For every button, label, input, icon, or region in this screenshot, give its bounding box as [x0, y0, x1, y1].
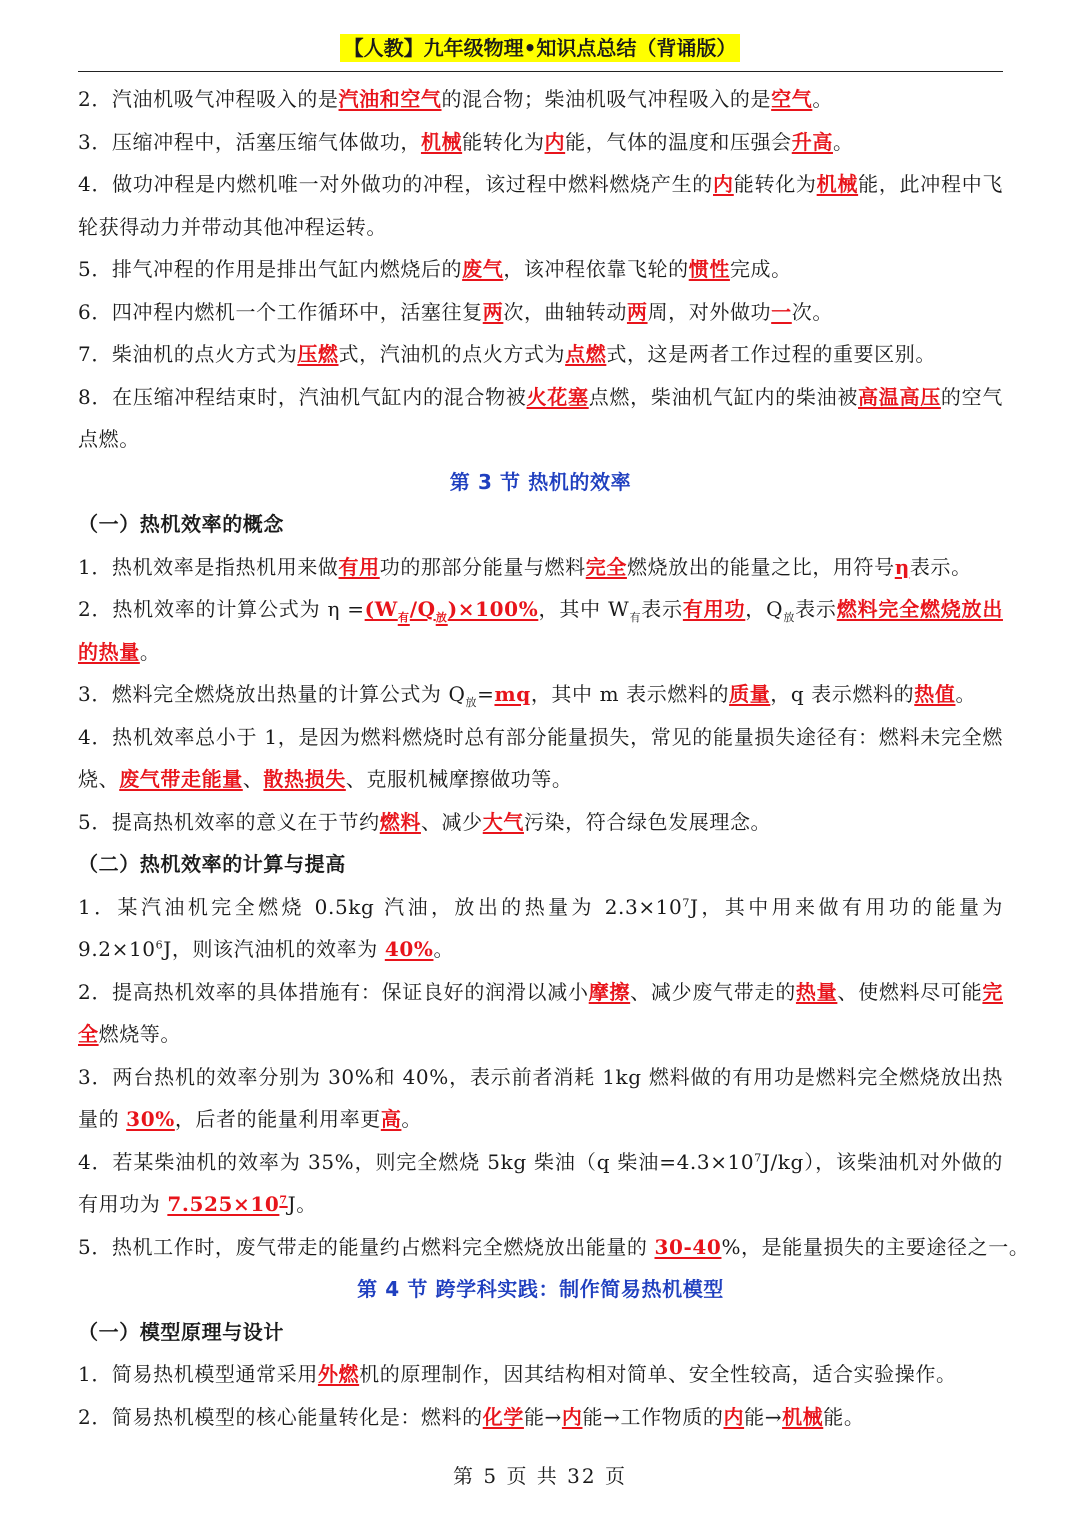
answer-text: η [894, 554, 910, 579]
answer-text: (W [364, 597, 398, 621]
text-segment: 功的那部分能量与燃料 [379, 554, 586, 579]
text-segment: 、使燃料尽可能 [837, 979, 983, 1004]
answer-text: 内 [723, 1404, 745, 1429]
text-segment: 7 [754, 1150, 762, 1164]
paragraph [78, 971, 1003, 1056]
answer-text: 升高 [791, 129, 833, 154]
text-segment: 2．汽油机吸气冲程吸入的是 [78, 87, 339, 111]
paragraph [78, 1056, 1003, 1141]
answer-text: 内 [544, 129, 566, 154]
text-segment: 。 [812, 87, 833, 111]
paragraph [78, 801, 1003, 844]
answer-text: 内 [561, 1404, 583, 1429]
paragraph [78, 588, 1003, 673]
paragraph [78, 716, 1003, 801]
header-rule [78, 71, 1003, 72]
text-segment: （一）模型原理与设计 [78, 1319, 284, 1344]
text-segment: 。 [955, 682, 977, 706]
text-segment: ，Q [745, 597, 784, 621]
text-segment: 2．简易热机模型的核心能量转化是：燃料的 [78, 1404, 483, 1429]
paragraph [78, 1141, 1003, 1226]
text-segment: 1．某汽油机完全燃烧 0.5kg 汽油，放出的热量为 2.3×10 [78, 894, 683, 919]
answer-text: 机械 [816, 172, 859, 196]
answer-text: 惯性 [688, 257, 730, 281]
answer-text: 热值 [914, 682, 956, 706]
answer-text: 热量 [795, 979, 838, 1004]
paragraph [78, 376, 1003, 461]
text-segment: 表示 [795, 597, 837, 621]
text-segment: 6 [155, 938, 164, 952]
answer-text: 废气带走能量 [119, 767, 243, 791]
paragraph [78, 78, 1003, 121]
text-segment: 机的原理制作，因其结构相对简单、安全性较高，适合实验操作。 [359, 1362, 957, 1386]
text-segment: 4．若某柴油机的效率为 35%，则完全燃烧 5kg 柴油（q 柴油=4.3×10 [78, 1149, 755, 1174]
answer-text: 机械 [420, 129, 463, 154]
text-segment: ，q 表示燃料的 [770, 682, 915, 706]
answer-text: 高温高压 [858, 384, 941, 409]
answer-text: 有 [397, 611, 410, 624]
text-segment: 6．四冲程内燃机一个工作循环中，活塞往复 [78, 299, 483, 324]
text-segment: 放 [783, 611, 796, 624]
text-segment: 的空气点燃。 [78, 384, 1003, 451]
text-segment: 燃烧放出的能量之比，用符号 [626, 554, 895, 579]
text-segment: ，其中 W [538, 597, 630, 621]
answer-text: 放 [435, 611, 448, 624]
text-segment: = [477, 682, 495, 706]
answer-text: 机械 [782, 1404, 824, 1429]
answer-text: 内 [713, 172, 734, 196]
text-segment: J，其中用来做有用功的能量为 9.2×10 [78, 894, 1004, 961]
text-segment: 。 [832, 129, 854, 154]
text-segment: 燃烧等。 [98, 1022, 182, 1046]
text-segment: 、减少废气带走的 [630, 979, 796, 1004]
answer-text: 压燃 [297, 342, 339, 366]
answer-text: 外燃 [317, 1362, 360, 1386]
paragraph [78, 1396, 1003, 1439]
text-segment: 表示 [641, 597, 683, 621]
text-segment: 能，气体的温度和压强会 [565, 129, 792, 154]
text-segment: 7．柴油机的点火方式为 [78, 342, 298, 366]
paragraph [78, 163, 1003, 248]
answer-text: /Q [409, 597, 436, 621]
answer-text: mq [494, 682, 531, 706]
text-segment: 能→ [744, 1404, 783, 1429]
text-segment: （二）热机效率的计算与提高 [78, 852, 346, 876]
document-body [78, 78, 1030, 1438]
answer-text: 高 [380, 1107, 402, 1131]
text-segment: 7 [682, 895, 690, 909]
answer-text: 7.525×10 [167, 1192, 280, 1216]
text-segment: J。 [287, 1192, 317, 1216]
subsection-heading [78, 503, 1003, 546]
text-segment: （一）热机效率的概念 [78, 512, 284, 536]
text-segment: 次。 [791, 299, 833, 324]
text-segment: 次，曲轴转动 [503, 299, 627, 324]
text-segment: 5．排气冲程的作用是排出气缸内燃烧后的 [78, 257, 463, 281]
text-segment: 2．提高热机效率的具体措施有：保证良好的润滑以减小 [78, 979, 589, 1004]
text-segment: ，后者的能量利用率更 [174, 1107, 381, 1131]
text-segment: 3．两台热机的效率分别为 30%和 40%，表示前者消耗 1kg 燃料做的有用功是燃料完全燃烧放出热量的 [78, 1064, 1003, 1131]
text-segment: 3．燃料完全燃烧放出热量的计算公式为 Q [78, 682, 466, 706]
text-segment: 第 4 节 跨学科实践：制作简易热机模型 [357, 1277, 724, 1301]
answer-text: 30% [126, 1107, 175, 1131]
text-segment: 放 [465, 696, 478, 709]
paragraph [78, 291, 1003, 334]
text-segment: 能转化为 [733, 172, 817, 196]
text-segment: 能→ [523, 1404, 562, 1429]
paragraph [78, 248, 1003, 291]
paragraph [78, 333, 1003, 376]
answer-text: 点燃 [565, 342, 607, 366]
text-segment: 、减少 [420, 809, 483, 834]
text-segment: 能，此冲程中飞轮获得动力并带动其他冲程运转。 [78, 172, 1004, 239]
answer-text: 汽油和空气 [338, 87, 442, 111]
text-segment: %，是能量损失的主要途径之一。 [721, 1234, 1030, 1259]
page-header [0, 32, 1080, 61]
answer-text: 完全 [78, 979, 1004, 1046]
text-segment: 。 [401, 1107, 423, 1131]
paragraph [78, 121, 1003, 164]
answer-text: 两 [626, 299, 648, 324]
paragraph [78, 886, 1003, 971]
text-segment: 周，对外做功 [647, 299, 772, 324]
text-segment: 1．简易热机模型通常采用 [78, 1362, 318, 1386]
text-segment: 3．压缩冲程中，活塞压缩气体做功， [78, 129, 421, 154]
answer-text: 大气 [482, 809, 524, 834]
text-segment: J/kg），该柴油机对外做的有用功为 [78, 1149, 1004, 1216]
answer-text: 有用功 [682, 597, 746, 621]
text-segment: 有 [629, 611, 642, 624]
text-segment: 表示。 [909, 554, 972, 579]
text-segment: 能→工作物质的 [582, 1404, 724, 1429]
text-segment: 5．提高热机效率的意义在于节约 [78, 809, 380, 834]
answer-text: 摩擦 [588, 979, 631, 1004]
text-segment: 8．在压缩冲程结束时，汽油机气缸内的混合物被 [78, 384, 527, 409]
answer-text: 一 [771, 299, 792, 324]
answer-text: )×100% [447, 597, 539, 621]
text-segment: 的混合物；柴油机吸气冲程吸入的是 [441, 87, 772, 111]
text-segment: 能。 [823, 1404, 865, 1429]
text-segment: ，该冲程依靠飞轮的 [503, 257, 689, 281]
text-segment: 5．热机工作时，废气带走的能量约占燃料完全燃烧放出能量的 [78, 1234, 655, 1259]
answer-text: 质量 [729, 682, 771, 706]
text-segment: 。 [139, 639, 161, 664]
answer-text: 废气 [462, 257, 504, 281]
text-segment: 第 3 节 热机的效率 [449, 469, 632, 494]
subsection-heading [78, 843, 1003, 886]
answer-text: 完全 [585, 554, 627, 579]
answer-text: 有用 [338, 554, 380, 579]
answer-text: 燃料完全燃烧放出的热量 [78, 597, 1003, 664]
text-segment: ，其中 m 表示燃料的 [530, 682, 730, 706]
answer-text: 燃料 [379, 809, 421, 834]
answer-text: 30-40 [654, 1234, 722, 1259]
answer-text: 40% [384, 937, 434, 961]
paragraph [78, 1353, 1003, 1396]
answer-text: 空气 [771, 87, 813, 111]
text-segment: 式，汽油机的点火方式为 [338, 342, 566, 366]
text-segment: 完成。 [729, 257, 792, 281]
text-segment: 、克服机械摩擦做功等。 [345, 767, 573, 791]
text-segment: 4．做功冲程是内燃机唯一对外做功的冲程，该过程中燃料燃烧产生的 [78, 172, 714, 196]
paragraph [78, 1226, 1030, 1269]
text-segment: 污染，符合绿色发展理念。 [523, 809, 772, 834]
text-segment: 能转化为 [462, 129, 545, 154]
text-segment: J，则该汽油机的效率为 [163, 937, 385, 961]
paragraph [78, 546, 1003, 589]
answer-text: 两 [482, 299, 504, 324]
header-title: 【人教】九年级物理•知识点总结（背诵版） [340, 34, 741, 62]
text-segment: 1．热机效率是指热机用来做 [78, 554, 339, 579]
text-segment: 。 [433, 937, 455, 961]
text-segment: 、 [242, 767, 264, 791]
subsection-heading [78, 1311, 1003, 1354]
answer-text: 化学 [482, 1404, 524, 1429]
page-footer: 第 5 页 共 32 页 [453, 1464, 627, 1488]
paragraph [78, 673, 1003, 716]
text-segment: 点燃，柴油机气缸内的柴油被 [588, 384, 859, 409]
section-title [78, 1268, 1003, 1311]
section-title [78, 461, 1003, 504]
answer-text: 7 [279, 1193, 288, 1207]
text-segment: 2．热机效率的计算公式为 η = [78, 597, 365, 621]
text-segment: 4．热机效率总小于 1，是因为燃料燃烧时总有部分能量损失，常见的能量损失途径有：燃料未完全燃烧、 [78, 724, 1003, 791]
text-segment: 式，这是两者工作过程的重要区别。 [606, 342, 936, 366]
answer-text: 火花塞 [526, 384, 589, 409]
answer-text: 散热损失 [263, 767, 346, 791]
